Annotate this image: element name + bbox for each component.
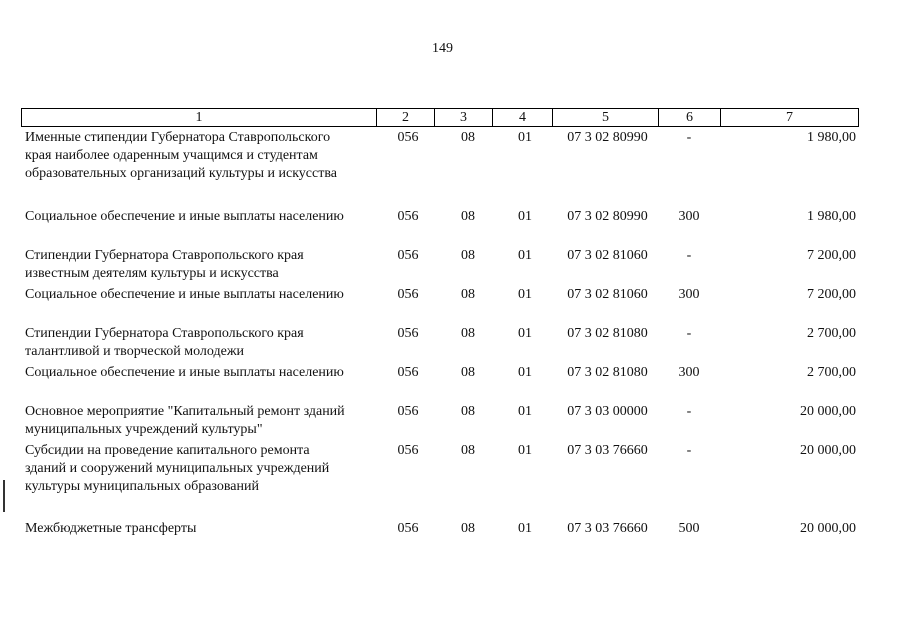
header-col-2: 2 [376, 109, 434, 126]
row-col-2: 056 [397, 326, 419, 341]
row-name-line: Социальное обеспечение и иные выплаты населению [25, 209, 344, 224]
row-col-4: 01 [518, 287, 532, 302]
row-col-7: 2 700,00 [807, 365, 856, 380]
row-col-7: 1 980,00 [807, 130, 856, 145]
row-col-3: 08 [461, 248, 475, 263]
row-col-4: 01 [518, 521, 532, 536]
row-name [25, 286, 375, 304]
row-name [25, 325, 375, 361]
row-col-3: 08 [461, 326, 475, 341]
row-name-line: Стипендии Губернатора Ставропольского края [25, 248, 304, 263]
row-col-6: - [686, 130, 692, 145]
row-col-3: 08 [461, 209, 475, 224]
row-col-5: 07 3 02 81060 [567, 248, 648, 263]
header-col-5: 5 [552, 109, 658, 126]
header-col-3: 3 [434, 109, 492, 126]
row-col-6: 300 [678, 287, 700, 302]
row-name-line: края наиболее одаренным учащимся и студентам [25, 148, 318, 163]
row-col-2: 056 [397, 248, 419, 263]
row-col-7: 20 000,00 [800, 521, 856, 536]
row-col-6: - [686, 443, 692, 458]
row-col-7: 7 200,00 [807, 248, 856, 263]
row-col-7: 20 000,00 [800, 404, 856, 419]
row-col-2: 056 [397, 209, 419, 224]
row-col-3: 08 [461, 130, 475, 145]
row-col-4: 01 [518, 365, 532, 380]
row-name [25, 442, 375, 496]
row-col-5: 07 3 02 80990 [567, 130, 648, 145]
row-col-6: - [686, 326, 692, 341]
row-col-4: 01 [518, 326, 532, 341]
row-col-6: - [686, 248, 692, 263]
row-col-2: 056 [397, 365, 419, 380]
scan-edge-mark [3, 480, 5, 512]
row-col-4: 01 [518, 443, 532, 458]
row-col-5: 07 3 02 80990 [567, 209, 648, 224]
row-col-2: 056 [397, 443, 419, 458]
row-col-5: 07 3 02 81060 [567, 287, 648, 302]
row-col-5: 07 3 02 81080 [567, 326, 648, 341]
row-col-3: 08 [461, 521, 475, 536]
row-col-6: 300 [678, 365, 700, 380]
row-name-line: муниципальных учреждений культуры" [25, 422, 263, 437]
row-col-4: 01 [518, 130, 532, 145]
row-col-4: 01 [518, 209, 532, 224]
row-col-6: 500 [678, 521, 700, 536]
row-name [25, 403, 375, 439]
row-col-7: 2 700,00 [807, 326, 856, 341]
page-number: 149 [432, 41, 453, 56]
row-name-line: Социальное обеспечение и иные выплаты населению [25, 365, 344, 380]
row-name-line: Социальное обеспечение и иные выплаты населению [25, 287, 344, 302]
row-col-4: 01 [518, 404, 532, 419]
row-name [25, 247, 375, 283]
row-name-line: известным деятелям культуры и искусства [25, 266, 279, 281]
row-col-3: 08 [461, 287, 475, 302]
row-col-5: 07 3 03 76660 [567, 521, 648, 536]
row-name-line: Основное мероприятие "Капитальный ремонт зданий [25, 404, 345, 419]
row-name-line: Именные стипендии Губернатора Ставропольского [25, 130, 331, 145]
row-name [25, 208, 375, 226]
row-col-6: - [686, 404, 692, 419]
header-col-7: 7 [720, 109, 858, 126]
row-col-2: 056 [397, 404, 419, 419]
header-col-6: 6 [658, 109, 720, 126]
row-name [25, 520, 375, 538]
row-col-7: 1 980,00 [807, 209, 856, 224]
row-col-3: 08 [461, 404, 475, 419]
row-col-6: 300 [678, 209, 700, 224]
row-col-2: 056 [397, 287, 419, 302]
header-col-1: 1 [195, 110, 203, 125]
row-col-5: 07 3 02 81080 [567, 365, 648, 380]
header-col-4: 4 [492, 109, 552, 126]
table-header-row [21, 108, 859, 127]
row-name-line: Стипендии Губернатора Ставропольского края [25, 326, 304, 341]
row-col-7: 20 000,00 [800, 443, 856, 458]
row-name [25, 364, 375, 382]
row-col-5: 07 3 03 76660 [567, 443, 648, 458]
row-name-line: талантливой и творческой молодежи [25, 344, 245, 359]
row-col-2: 056 [397, 130, 419, 145]
row-col-4: 01 [518, 248, 532, 263]
row-name-line: зданий и сооружений муниципальных учреждений [25, 461, 330, 476]
row-name-line: культуры муниципальных образований [25, 479, 259, 494]
row-name [25, 129, 375, 183]
row-name-line: Субсидии на проведение капитального ремонта [25, 443, 310, 458]
row-col-7: 7 200,00 [807, 287, 856, 302]
row-name-line: Межбюджетные трансферты [25, 521, 197, 536]
row-col-2: 056 [397, 521, 419, 536]
row-col-5: 07 3 03 00000 [567, 404, 648, 419]
row-name-line: образовательных организаций культуры и искусства [25, 166, 337, 181]
row-col-3: 08 [461, 365, 475, 380]
row-col-3: 08 [461, 443, 475, 458]
